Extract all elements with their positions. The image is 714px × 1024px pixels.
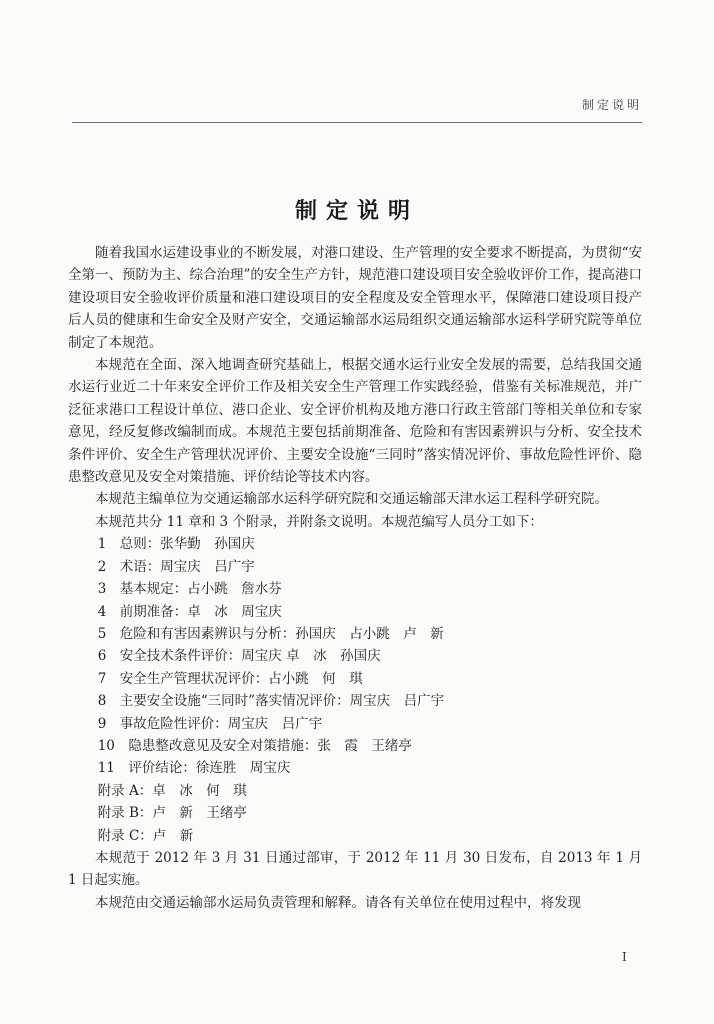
- appendix-item: 附录 A：卓 冰 何 琪: [97, 782, 247, 799]
- assignment-item: 9 事故危险性评价：周宝庆 吕广宇: [97, 715, 323, 732]
- assignment-item: 2 术语：周宝庆 吕广宇: [97, 558, 255, 575]
- page-number: I: [622, 950, 627, 964]
- assignment-item: 4 前期准备：卓 冰 周宝庆: [97, 603, 282, 620]
- paragraph-management: 本规范由交通运输部水运局负责管理和解释。请各有关单位在使用过程中，将发现: [95, 894, 581, 911]
- paragraph-editors: 本规范主编单位为交通运输部水运科学研究院和交通运输部天津水运工程科学研究院。: [95, 491, 608, 508]
- assignment-item: 7 安全生产管理状况评价：占小跳 何 琪: [97, 670, 363, 687]
- assignment-item: 11 评价结论：徐连胜 周宝庆: [97, 760, 291, 777]
- header-rule: [72, 122, 642, 123]
- assignment-item: 10 隐患整改意见及安全对策措施：张 霞 王绪亭: [97, 737, 412, 754]
- paragraph-background: 随着我国水运建设事业的不断发展，对港口建设、生产管理的安全要求不断提高，为贯彻“安全第一、预防为主、综合治理”的安全生产方针，规范港口建设项目安全验收评价工作，提高港口建设项目安全验收评价质量和港口建设项目的安全程度及安全管理水平，保障港口建设项目投产后人员的健康和生命安全及财产安全，交通运输部水运局组织交通运输部水运科学研究院等单位制定了本规范。: [68, 245, 642, 351]
- assignment-item: 5 危险和有害因素辨识与分析：孙国庆 占小跳 卢 新: [97, 625, 444, 642]
- appendix-item: 附录 C：卢 新: [97, 827, 194, 844]
- assignment-item: 3 基本规定：占小跳 詹水芬: [97, 581, 282, 598]
- paragraph-effective-date: 本规范于 2012 年 3 月 31 日通过部审，于 2012 年 11 月 30 日发布，自 2013 年 1 月 1 日起实施。: [68, 849, 642, 889]
- assignment-item: 1 总则：张华勤 孙国庆: [97, 536, 255, 553]
- assignment-item: 6 安全技术条件评价：周宝庆 卓 冰 孙国庆: [97, 648, 381, 665]
- paragraph-structure: 本规范共分 11 章和 3 个附录，并附条文说明。本规范编写人员分工如下：: [95, 513, 543, 530]
- paragraph-scope: 本规范在全面、深入地调查研究基础上，根据交通水运行业安全发展的需要，总结我国交通水运行业近二十年来安全评价工作及相关安全生产管理工作实践经验，借鉴有关标准规范，并广泛征求港口工程设计单位、港口企业、安全评价机构及地方港口行政主管部门等相关单位和专家意见，经反复修改编制而成。本规范主要包括前期准备、危险和有害因素辨识与分析、安全技术条件评价、安全生产管理状况评价、主要安全设施“三同时”落实情况评价、事故危险性评价、隐患整改意见及安全对策措施、评价结论等技术内容。: [68, 357, 642, 486]
- document-title: 制定说明: [294, 198, 419, 224]
- assignment-item: 8 主要安全设施“三同时”落实情况评价：周宝庆 吕广宇: [97, 693, 445, 710]
- document-body: [68, 242, 642, 914]
- running-header-title: 制定说明: [581, 98, 642, 112]
- assignment-list: [68, 533, 642, 847]
- appendix-item: 附录 B：卢 新 王绪亭: [97, 805, 247, 822]
